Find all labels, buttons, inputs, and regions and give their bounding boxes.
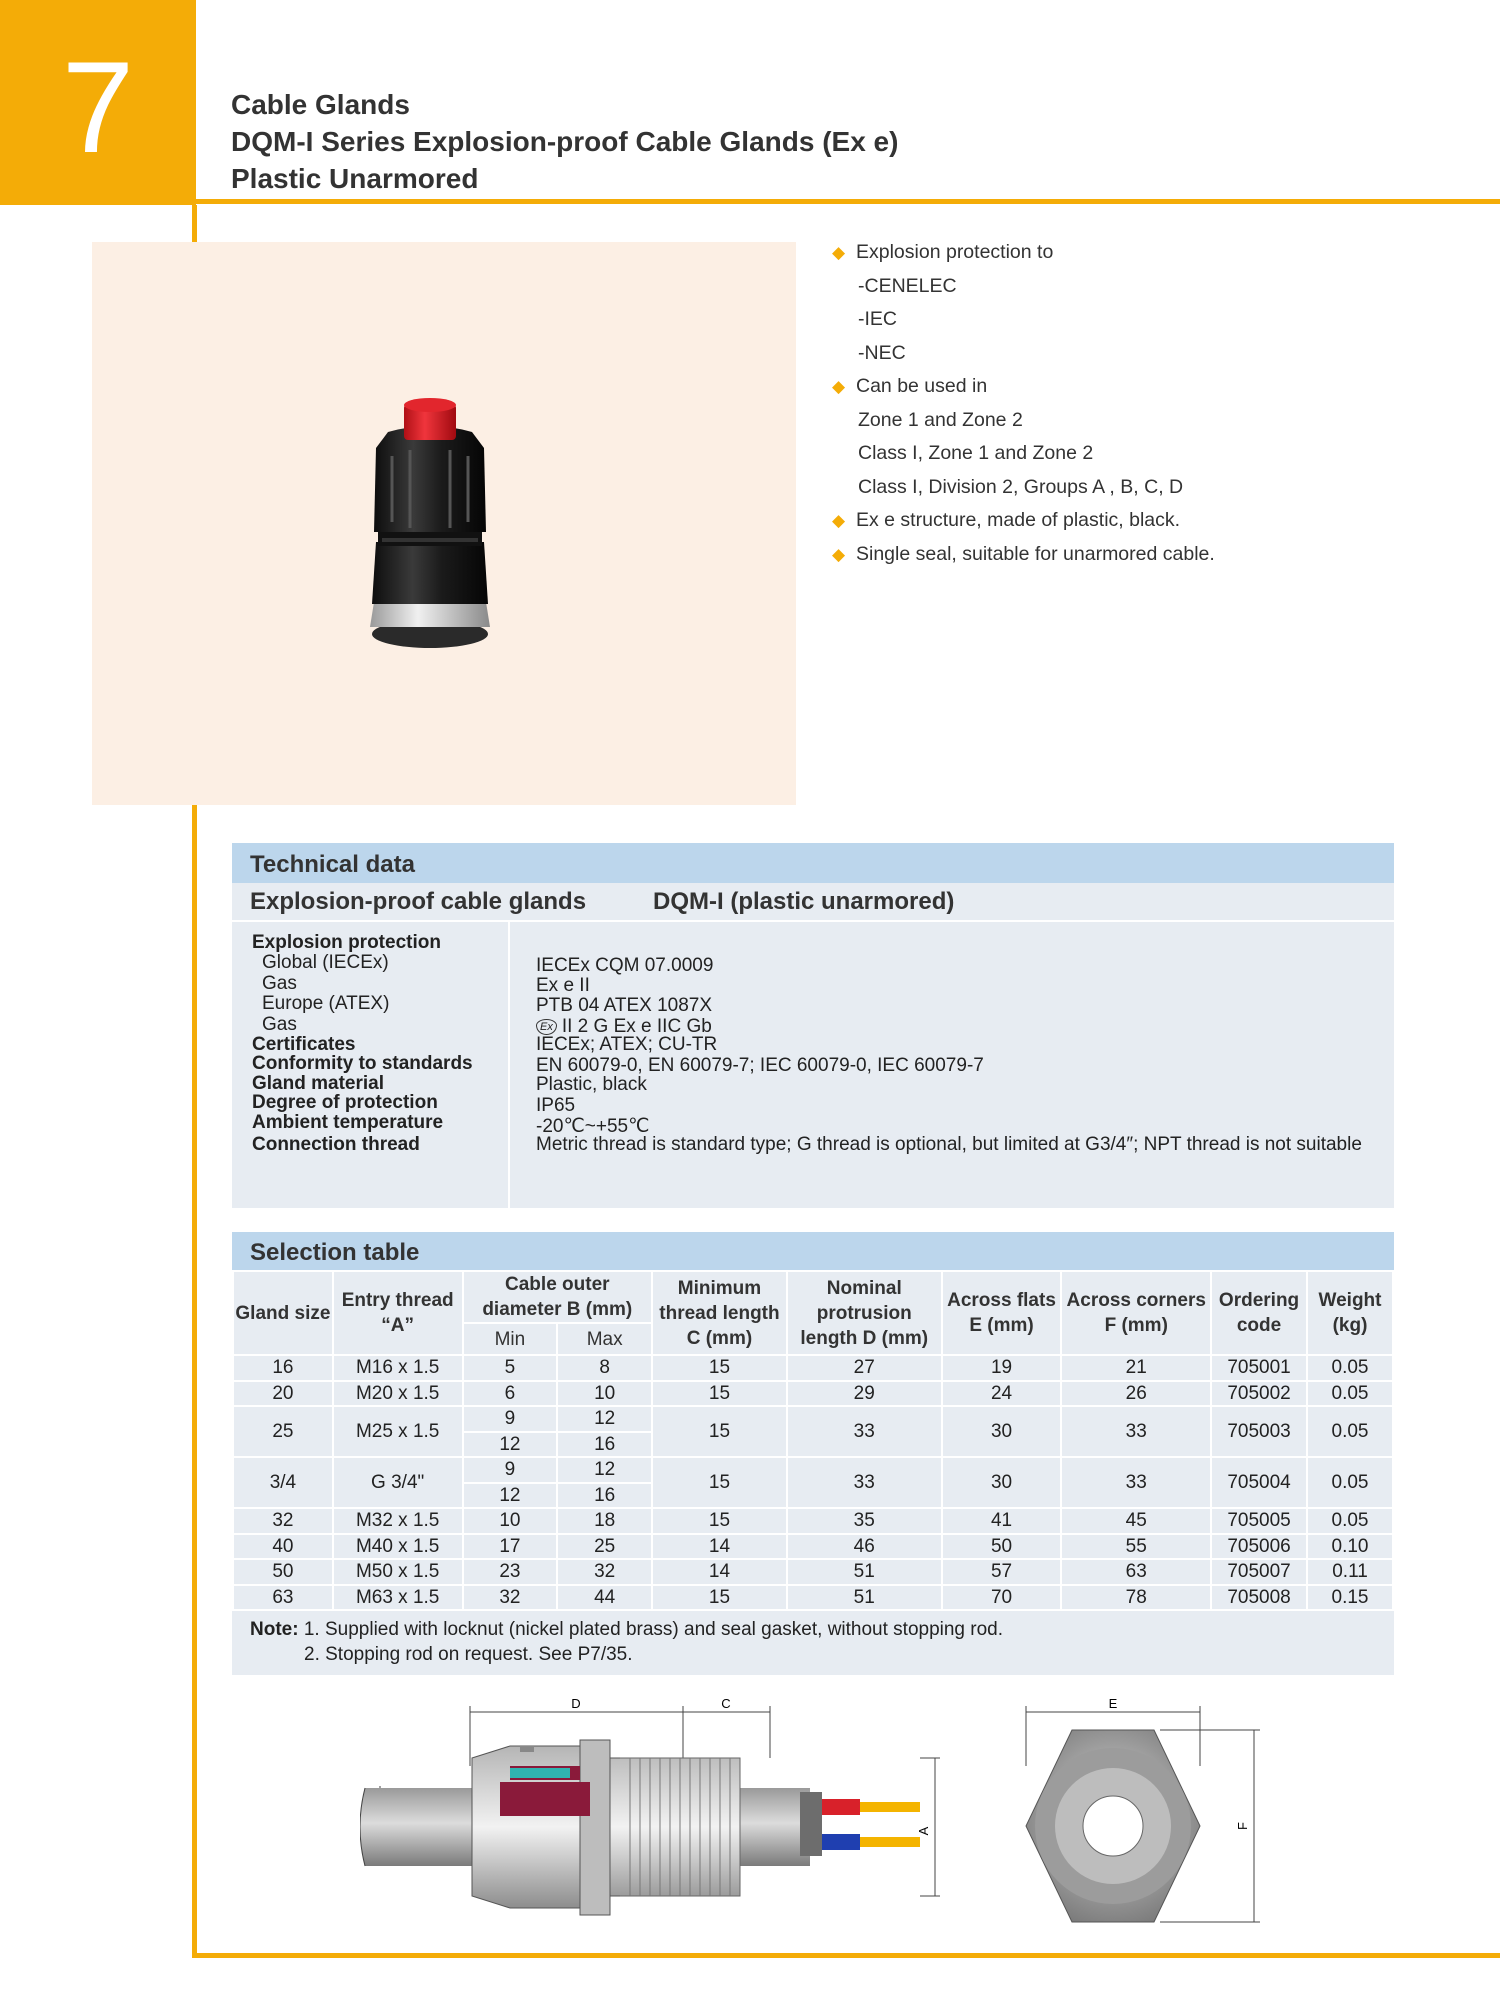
diamond-bullet-icon: ◆ <box>832 243 846 262</box>
feature-item <box>832 504 1215 538</box>
cell-across-flats: 57 <box>942 1559 1062 1585</box>
gland-end-drawing <box>1010 1696 1280 1953</box>
tech-label: Connection thread <box>252 1134 420 1155</box>
feature-text: -CENELEC <box>858 274 957 297</box>
tech-label: Gas <box>262 973 297 994</box>
tech-value: IECEx; ATEX; CU-TR <box>536 1034 718 1055</box>
cell-weight: 0.11 <box>1307 1559 1393 1585</box>
table-row <box>233 1381 1393 1407</box>
cell-max-diameter: 18 <box>557 1508 652 1534</box>
header-rule <box>196 199 1500 204</box>
feature-item <box>832 303 1215 337</box>
cell-thread-length: 15 <box>652 1508 787 1534</box>
feature-text: Explosion protection to <box>856 241 1054 263</box>
cell-gland-size: 20 <box>233 1381 333 1407</box>
cell-across-flats: 19 <box>942 1355 1062 1381</box>
cell-thread-length: 15 <box>652 1406 787 1457</box>
note-2: 2. Stopping rod on request. See P7/35. <box>304 1644 633 1665</box>
cell-ordering-code: 705002 <box>1211 1381 1307 1407</box>
cell-across-flats: 24 <box>942 1381 1062 1407</box>
table-row <box>233 1559 1393 1585</box>
cell-across-flats: 70 <box>942 1585 1062 1611</box>
feature-text: -NEC <box>858 341 906 364</box>
cell-entry-thread: M25 x 1.5 <box>333 1406 463 1457</box>
cell-protrusion-length: 33 <box>787 1457 942 1508</box>
diamond-bullet-icon: ◆ <box>832 511 846 530</box>
tech-label: Ambient temperature <box>252 1112 444 1133</box>
cell-min-diameter: 5 <box>463 1355 558 1381</box>
cell-min-diameter: 12 <box>463 1483 558 1509</box>
title-series: DQM-I Series Explosion-proof Cable Glands (Ex e) <box>231 126 899 157</box>
cell-min-diameter: 10 <box>463 1508 558 1534</box>
cell-entry-thread: M63 x 1.5 <box>333 1585 463 1611</box>
cell-entry-thread: G 3/4" <box>333 1457 463 1508</box>
cell-max-diameter: 12 <box>557 1406 652 1432</box>
page-titles <box>231 86 898 197</box>
tech-value: EN 60079-0, EN 60079-7; IEC 60079-0, IEC 60079-7 <box>536 1055 984 1076</box>
cell-thread-length: 15 <box>652 1381 787 1407</box>
table-row <box>233 1355 1393 1381</box>
feature-text: Class I, Division 2, Groups A , B, C, D <box>858 475 1184 498</box>
header-across-corners: Across corners F (mm) <box>1061 1271 1211 1355</box>
gland-side-drawing <box>360 1696 950 1953</box>
tech-value-text: II 2 G Ex e IIC Gb <box>561 1016 712 1037</box>
cell-gland-size: 3/4 <box>233 1457 333 1508</box>
cell-gland-size: 25 <box>233 1406 333 1457</box>
header-protrusion-length: Nominal protrusion length D (mm) <box>787 1271 942 1355</box>
tech-label: Gas <box>262 1014 297 1035</box>
feature-item <box>832 471 1215 505</box>
dim-label-d: D <box>571 1696 581 1711</box>
feature-item <box>832 337 1215 371</box>
cell-across-corners: 33 <box>1061 1406 1211 1457</box>
feature-text: Class I, Zone 1 and Zone 2 <box>858 442 1094 464</box>
cell-weight: 0.10 <box>1307 1534 1393 1560</box>
cell-thread-length: 15 <box>652 1355 787 1381</box>
diamond-bullet-icon: ◆ <box>832 377 846 396</box>
feature-item <box>832 404 1215 438</box>
cell-max-diameter: 8 <box>557 1355 652 1381</box>
cell-entry-thread: M50 x 1.5 <box>333 1559 463 1585</box>
feature-text: -IEC <box>858 308 897 330</box>
note-label: Note: <box>250 1619 299 1640</box>
tech-value: Plastic, black <box>536 1074 647 1095</box>
tech-value: Metric thread is standard type; G thread is optional, but limited at G3/4″; NPT thread is not suitable <box>536 1134 1362 1155</box>
cell-entry-thread: M16 x 1.5 <box>333 1355 463 1381</box>
product-model-label: DQM-I (plastic unarmored) <box>653 888 955 915</box>
header-cable-diameter: Cable outer diameter B (mm) <box>463 1271 653 1323</box>
cell-thread-length: 14 <box>652 1534 787 1560</box>
feature-list <box>832 236 1215 571</box>
cell-across-corners: 26 <box>1061 1381 1211 1407</box>
table-row <box>233 1508 1393 1534</box>
cell-across-flats: 30 <box>942 1457 1062 1508</box>
cell-min-diameter: 9 <box>463 1457 558 1483</box>
cell-across-corners: 55 <box>1061 1534 1211 1560</box>
product-type-label: Explosion-proof cable glands <box>250 888 587 915</box>
cell-protrusion-length: 46 <box>787 1534 942 1560</box>
cell-gland-size: 50 <box>233 1559 333 1585</box>
cell-entry-thread: M20 x 1.5 <box>333 1381 463 1407</box>
cell-max-diameter: 12 <box>557 1457 652 1483</box>
cell-max-diameter: 16 <box>557 1432 652 1458</box>
cell-gland-size: 63 <box>233 1585 333 1611</box>
cell-across-flats: 30 <box>942 1406 1062 1457</box>
technical-data-body <box>232 922 1394 1208</box>
table-row <box>233 1406 1393 1432</box>
cell-across-corners: 33 <box>1061 1457 1211 1508</box>
selection-table-section <box>232 1232 1394 1675</box>
cell-gland-size: 40 <box>233 1534 333 1560</box>
tech-label: Global (IECEx) <box>262 952 389 973</box>
cable-gland-photo <box>92 242 796 805</box>
cell-min-diameter: 9 <box>463 1406 558 1432</box>
cell-ordering-code: 705007 <box>1211 1559 1307 1585</box>
cell-protrusion-length: 51 <box>787 1559 942 1585</box>
cell-max-diameter: 32 <box>557 1559 652 1585</box>
technical-data-section <box>232 843 1394 1208</box>
cell-protrusion-length: 29 <box>787 1381 942 1407</box>
cell-across-corners: 78 <box>1061 1585 1211 1611</box>
technical-data-heading: Technical data <box>232 843 1394 883</box>
cell-min-diameter: 17 <box>463 1534 558 1560</box>
feature-text: Ex e structure, made of plastic, black. <box>856 509 1181 531</box>
header-entry-thread: Entry thread “A” <box>333 1271 463 1355</box>
tech-label: Degree of protection <box>252 1092 438 1113</box>
cell-thread-length: 14 <box>652 1559 787 1585</box>
cell-ordering-code: 705001 <box>1211 1355 1307 1381</box>
cell-max-diameter: 44 <box>557 1585 652 1611</box>
cell-min-diameter: 12 <box>463 1432 558 1458</box>
feature-item <box>832 370 1215 404</box>
chapter-number: 7 <box>61 34 135 180</box>
cell-across-flats: 50 <box>942 1534 1062 1560</box>
cell-weight: 0.05 <box>1307 1355 1393 1381</box>
cell-thread-length: 15 <box>652 1585 787 1611</box>
chapter-tab <box>0 0 196 205</box>
dim-label-e: E <box>1108 1696 1118 1711</box>
table-row <box>233 1585 1393 1611</box>
cell-min-diameter: 23 <box>463 1559 558 1585</box>
feature-item <box>832 270 1215 304</box>
cell-weight: 0.15 <box>1307 1585 1393 1611</box>
technical-subheader <box>232 883 1394 922</box>
cell-max-diameter: 25 <box>557 1534 652 1560</box>
cell-ordering-code: 705003 <box>1211 1406 1307 1457</box>
dim-label-f: F <box>1235 1822 1250 1830</box>
feature-text: Can be used in <box>856 375 988 397</box>
selection-table <box>232 1270 1394 1611</box>
cell-min-diameter: 32 <box>463 1585 558 1611</box>
dim-label-a: A <box>916 1826 931 1836</box>
header-weight: Weight (kg) <box>1307 1271 1393 1355</box>
header-ordering-code: Ordering code <box>1211 1271 1307 1355</box>
feature-item <box>832 538 1215 572</box>
cell-weight: 0.05 <box>1307 1508 1393 1534</box>
cell-thread-length: 15 <box>652 1457 787 1508</box>
header-max: Max <box>557 1323 652 1355</box>
product-photo <box>92 242 796 805</box>
footer-rule <box>192 1953 1500 1958</box>
ex-mark-icon: Ex <box>536 1019 557 1035</box>
tech-value: PTB 04 ATEX 1087X <box>536 995 713 1016</box>
cell-max-diameter: 16 <box>557 1483 652 1509</box>
cell-max-diameter: 10 <box>557 1381 652 1407</box>
header-across-flats: Across flats E (mm) <box>942 1271 1062 1355</box>
header-gland-size: Gland size <box>233 1271 333 1355</box>
cell-across-corners: 21 <box>1061 1355 1211 1381</box>
feature-text: Single seal, suitable for unarmored cable. <box>856 542 1215 565</box>
cell-across-corners: 45 <box>1061 1508 1211 1534</box>
cell-entry-thread: M32 x 1.5 <box>333 1508 463 1534</box>
tech-label: Europe (ATEX) <box>262 993 390 1014</box>
cell-ordering-code: 705008 <box>1211 1585 1307 1611</box>
title-variant: Plastic Unarmored <box>231 163 479 194</box>
tech-value: IECEx CQM 07.0009 <box>536 955 714 976</box>
diamond-bullet-icon: ◆ <box>832 544 846 564</box>
tech-value: -20℃~+55℃ <box>536 1116 650 1137</box>
note-1: 1. Supplied with locknut (nickel plated brass) and seal gasket, without stopping rod. <box>303 1619 1004 1640</box>
feature-item <box>832 437 1215 471</box>
feature-text: Zone 1 and Zone 2 <box>858 408 1023 431</box>
cell-ordering-code: 705005 <box>1211 1508 1307 1534</box>
cell-ordering-code: 705004 <box>1211 1457 1307 1508</box>
column-divider <box>508 922 510 1208</box>
tech-label: Explosion protection <box>252 932 441 953</box>
header-min: Min <box>463 1323 558 1355</box>
tech-label: Certificates <box>252 1034 356 1055</box>
cell-across-flats: 41 <box>942 1508 1062 1534</box>
tech-label: Conformity to standards <box>252 1053 473 1074</box>
cell-weight: 0.05 <box>1307 1381 1393 1407</box>
cell-protrusion-length: 27 <box>787 1355 942 1381</box>
feature-item <box>832 236 1215 270</box>
cell-entry-thread: M40 x 1.5 <box>333 1534 463 1560</box>
tech-value: IP65 <box>536 1095 576 1116</box>
table-notes <box>232 1611 1394 1675</box>
title-category: Cable Glands <box>231 89 410 120</box>
cell-gland-size: 32 <box>233 1508 333 1534</box>
cell-ordering-code: 705006 <box>1211 1534 1307 1560</box>
cell-gland-size: 16 <box>233 1355 333 1381</box>
cell-across-corners: 63 <box>1061 1559 1211 1585</box>
cell-weight: 0.05 <box>1307 1406 1393 1457</box>
cell-weight: 0.05 <box>1307 1457 1393 1508</box>
table-row <box>233 1457 1393 1483</box>
cell-protrusion-length: 51 <box>787 1585 942 1611</box>
tech-value: Ex e II <box>536 975 590 996</box>
cell-min-diameter: 6 <box>463 1381 558 1407</box>
header-min-thread-length: Minimum thread length C (mm) <box>652 1271 787 1355</box>
cell-protrusion-length: 33 <box>787 1406 942 1457</box>
dim-label-c: C <box>721 1696 731 1711</box>
cell-protrusion-length: 35 <box>787 1508 942 1534</box>
tech-label: Gland material <box>252 1073 384 1094</box>
selection-table-heading: Selection table <box>232 1232 1394 1270</box>
table-row <box>233 1534 1393 1560</box>
